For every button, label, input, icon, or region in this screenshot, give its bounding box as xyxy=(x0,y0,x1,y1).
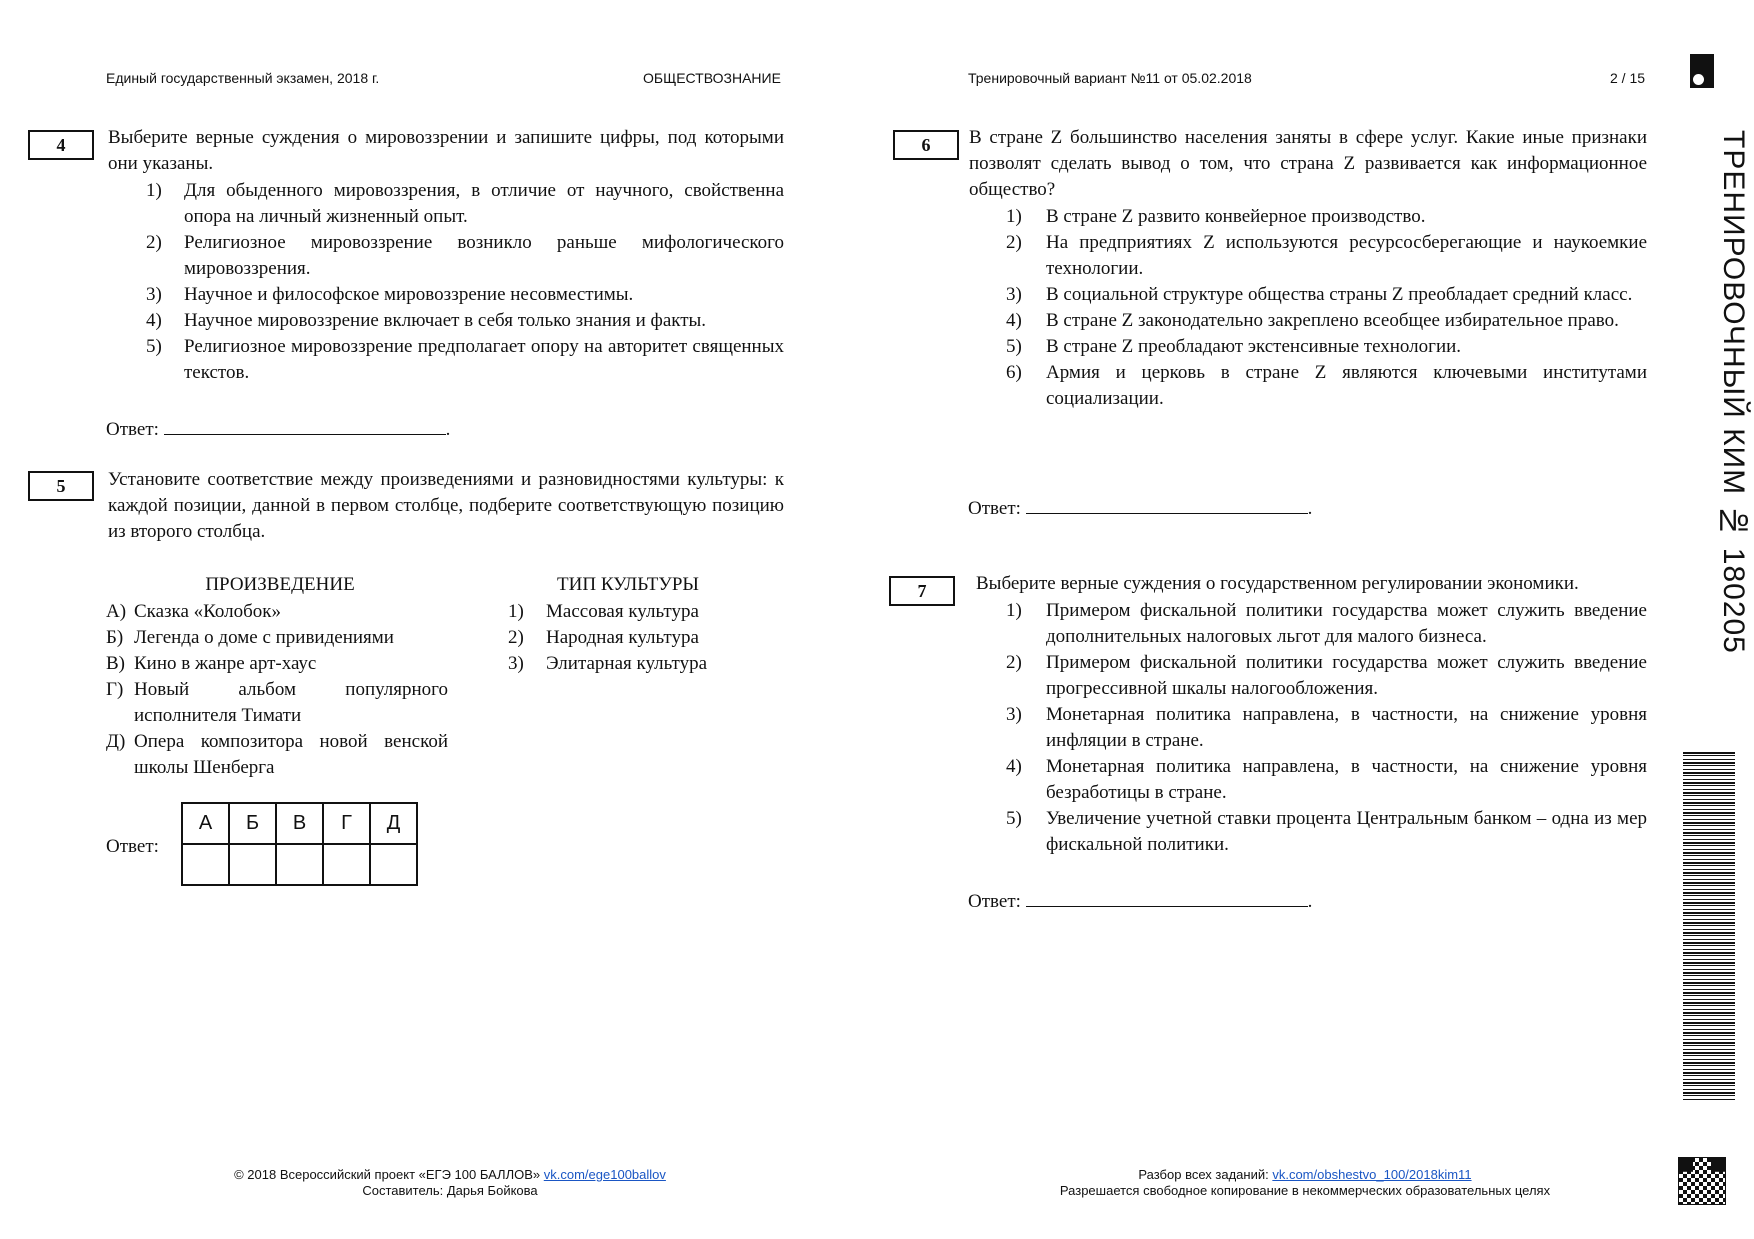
page-number: 2 / 15 xyxy=(1610,70,1646,86)
footer-left xyxy=(150,1167,750,1199)
answer-cell[interactable] xyxy=(182,844,229,885)
answer-column-letter: Б xyxy=(229,803,276,844)
option: 1) В стране Z развито конвейерное производство. xyxy=(1006,206,1426,227)
option: 2) На предприятиях Z используются ресурсосберегающие и наукоемкие технологии. xyxy=(1006,232,1647,279)
option: 6) Армия и церковь в стране Z являются ключевыми институтами социализации. xyxy=(1006,362,1647,409)
question-number-4: 4 xyxy=(28,130,94,160)
question-number-6: 6 xyxy=(893,130,959,160)
solutions-link[interactable]: vk.com/obshestvo_100/2018kim11 xyxy=(1272,1167,1472,1182)
option: 3) В социальной структуре общества страны Z преобладает средний класс. xyxy=(1006,284,1633,305)
option: 5) Увеличение учетной ставки процента Центральным банком – одна из мер фискальной политики. xyxy=(1006,808,1647,855)
answer-column-letter: В xyxy=(276,803,323,844)
list-item: 2) Народная культура xyxy=(508,627,699,648)
column-1-header: ПРОИЗВЕДЕНИЕ xyxy=(205,574,355,595)
vk-group-link[interactable]: vk.com/ege100ballov xyxy=(543,1167,666,1182)
answer-cell[interactable] xyxy=(276,844,323,885)
question-number-5: 5 xyxy=(28,471,94,501)
answer-label: Ответ: xyxy=(968,498,1021,519)
option: 2) Примером фискальной политики государства может служить введение прогрессивной шкалы налогообложения. xyxy=(1006,652,1647,699)
subject-title: ОБЩЕСТВОЗНАНИЕ xyxy=(643,70,781,86)
answer-field[interactable] xyxy=(1026,888,1308,907)
side-title: ТРЕНИРОВОЧНЫЙ КИМ № 180205 xyxy=(1717,130,1750,654)
answer-column-letter: Д xyxy=(370,803,417,844)
option: 5) В стране Z преобладают экстенсивные технологии. xyxy=(1006,336,1462,357)
option: 1) Для обыденного мировоззрения, в отличие от научного, свойственна опора на личный жизненный опыт. xyxy=(146,180,784,227)
list-item: 3) Элитарная культура xyxy=(508,653,708,674)
question-6-options xyxy=(1006,204,1647,412)
answer-column-letter: Г xyxy=(323,803,370,844)
answer-field[interactable] xyxy=(1026,495,1308,514)
question-4-options xyxy=(146,178,784,386)
option: 4) Научное мировоззрение включает в себя только знания и факты. xyxy=(146,310,707,331)
option: 1) Примером фискальной политики государства может служить введение дополнительных налоговых льгот для малого бизнеса. xyxy=(1006,600,1647,647)
answer-cell[interactable] xyxy=(370,844,417,885)
corner-marker-icon xyxy=(1690,54,1714,88)
question-number-7: 7 xyxy=(889,576,955,606)
option: 3) Научное и философское мировоззрение несовместимы. xyxy=(146,284,634,305)
option: 3) Монетарная политика направлена, в частности, на снижение уровня инфляции в стране. xyxy=(1006,704,1647,751)
answer-label: Ответ: xyxy=(968,891,1021,912)
footer-copyright-line xyxy=(150,1167,750,1183)
option: 4) В стране Z законодательно закреплено всеобщее избирательное право. xyxy=(1006,310,1619,331)
answer-table xyxy=(181,802,418,886)
list-item: 1) Массовая культура xyxy=(508,601,699,622)
question-6-text: В стране Z большинство населения заняты в сфере услуг. Какие иные признаки позволят сделать вывод о том, что страна Z развивается как информационное общество? xyxy=(969,127,1647,200)
exam-title: Единый государственный экзамен, 2018 г. xyxy=(106,70,380,86)
qr-code-icon xyxy=(1678,1157,1726,1205)
option: 4) Монетарная политика направлена, в частности, на снижение уровня безработицы в стране. xyxy=(1006,756,1647,803)
author-text: Составитель: Дарья Бойкова xyxy=(362,1183,538,1198)
question-7-text: Выберите верные суждения о государственном регулировании экономики. xyxy=(976,573,1579,594)
variant-title: Тренировочный вариант №11 от 05.02.2018 xyxy=(968,70,1252,86)
option: 2) Религиозное мировоззрение возникло раньше мифологического мировоззрения. xyxy=(146,232,784,279)
list-item: А) Сказка «Колобок» xyxy=(106,601,282,622)
answer-cell[interactable] xyxy=(229,844,276,885)
copyright-text: © 2018 Всероссийский проект «ЕГЭ 100 БАЛЛОВ» xyxy=(234,1167,541,1182)
question-6-answer: Ответ: . xyxy=(968,495,1312,520)
footer-right xyxy=(980,1167,1630,1199)
license-text: Разрешается свободное копирование в некоммерческих образовательных целях xyxy=(1059,1183,1551,1198)
question-4-answer: Ответ: . xyxy=(106,416,450,441)
list-item: В) Кино в жанре арт-хаус xyxy=(106,653,317,674)
question-7-answer: Ответ: . xyxy=(968,888,1312,913)
question-5-answer-label: Ответ: xyxy=(106,836,159,857)
footer-solutions-line xyxy=(980,1167,1630,1183)
barcode-icon xyxy=(1683,752,1735,1102)
question-4-text: Выберите верные суждения о мировоззрении и запишите цифры, под которыми они указаны. xyxy=(108,127,784,174)
answer-field[interactable] xyxy=(164,416,446,435)
question-7-options xyxy=(1006,598,1647,858)
answer-label: Ответ: xyxy=(106,419,159,440)
answer-column-letter: А xyxy=(182,803,229,844)
question-5-text: Установите соответствие между произведениями и разновидностями культуры: к каждой позиции, данной в первом столбце, подберите соответствующую позицию из второго столбца. xyxy=(108,469,784,542)
column-2-header: ТИП КУЛЬТУРЫ xyxy=(557,574,699,595)
column-2-list xyxy=(508,599,758,677)
list-item: Б) Легенда о доме с привидениями xyxy=(106,627,394,648)
list-item: Г) Новый альбом популярного исполнителя Тимати xyxy=(106,679,448,726)
column-1-list xyxy=(106,599,448,781)
option: 5) Религиозное мировоззрение предполагает опору на авторитет священных текстов. xyxy=(146,336,784,383)
list-item: Д) Опера композитора новой венской школы Шенберга xyxy=(106,731,448,778)
solutions-prefix: Разбор всех заданий: xyxy=(1138,1167,1269,1182)
answer-cell[interactable] xyxy=(323,844,370,885)
